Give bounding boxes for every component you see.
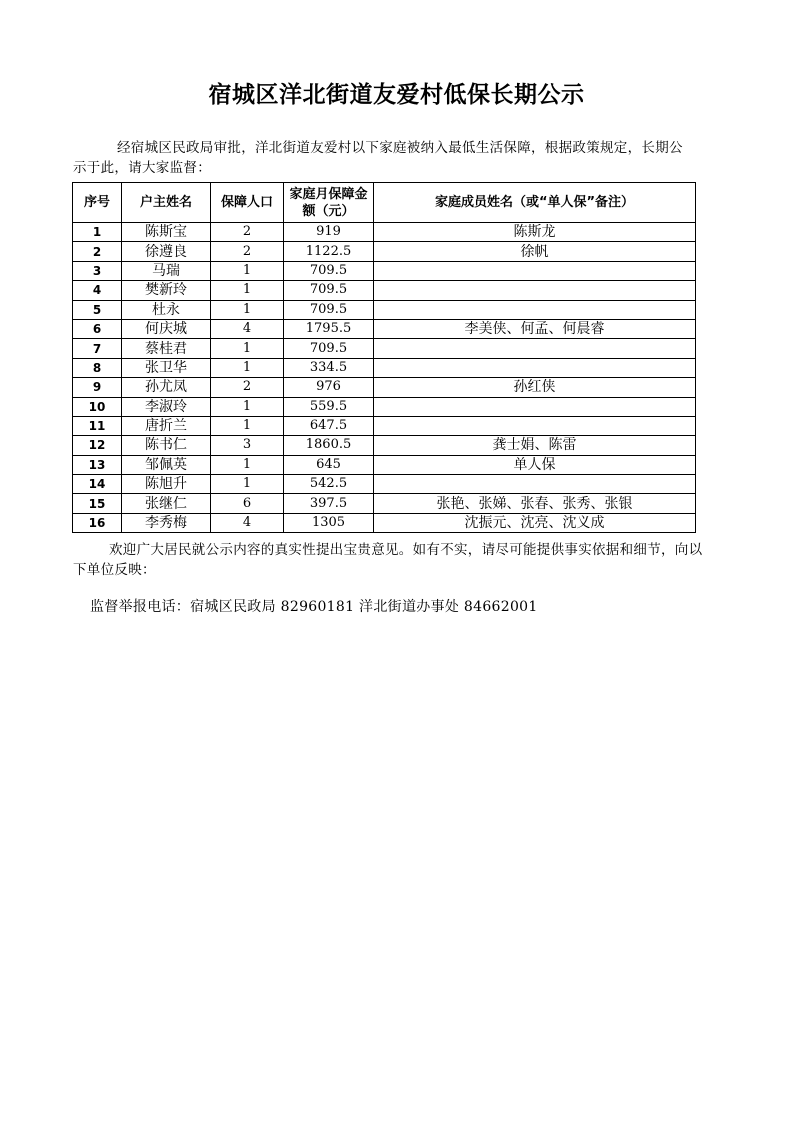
cell-index: 3 [73, 261, 122, 280]
cell-head-name: 樊新玲 [122, 281, 211, 300]
cell-head-name: 张继仁 [122, 494, 211, 513]
cell-amount: 647.5 [284, 416, 374, 435]
cell-amount: 1795.5 [284, 319, 374, 338]
cell-head-name: 唐折兰 [122, 416, 211, 435]
cell-head-name: 徐遵良 [122, 242, 211, 261]
cell-head-name: 杜永 [122, 300, 211, 319]
cell-members [374, 397, 696, 416]
table-row [73, 378, 696, 397]
cell-index: 7 [73, 339, 122, 358]
cell-people: 2 [211, 242, 284, 261]
cell-members [374, 261, 696, 280]
cell-people: 2 [211, 223, 284, 242]
cell-people: 6 [211, 494, 284, 513]
footer-note-text: 欢迎广大居民就公示内容的真实性提出宝贵意见。如有不实，请尽可能提供事实依据和细节，向以下单位反映： [73, 542, 703, 578]
cell-head-name: 何庆城 [122, 319, 211, 338]
table-row [73, 416, 696, 435]
cell-members [374, 475, 696, 494]
header-people: 保障人口 [211, 183, 284, 223]
table-row [73, 455, 696, 474]
cell-members [374, 416, 696, 435]
table-body [73, 223, 696, 533]
cell-amount: 976 [284, 378, 374, 397]
header-amount: 家庭月保障金额（元） [284, 183, 374, 223]
cell-head-name: 马瑞 [122, 261, 211, 280]
cell-head-name: 陈斯宝 [122, 223, 211, 242]
cell-head-name: 李秀梅 [122, 513, 211, 532]
table-row [73, 300, 696, 319]
cell-members: 龚士娟、陈雷 [374, 436, 696, 455]
cell-index: 1 [73, 223, 122, 242]
header-index: 序号 [73, 183, 122, 223]
cell-members: 单人保 [374, 455, 696, 474]
cell-amount: 709.5 [284, 339, 374, 358]
cell-members: 张艳、张娣、张春、张秀、张银 [374, 494, 696, 513]
cell-head-name: 邹佩英 [122, 455, 211, 474]
cell-people: 1 [211, 455, 284, 474]
cell-amount: 334.5 [284, 358, 374, 377]
table-header-row [73, 183, 696, 223]
cell-amount: 709.5 [284, 300, 374, 319]
table-row [73, 358, 696, 377]
cell-members: 李美侠、何孟、何晨睿 [374, 319, 696, 338]
cell-amount: 559.5 [284, 397, 374, 416]
table-row [73, 436, 696, 455]
intro-paragraph [73, 138, 695, 178]
table-row [73, 261, 696, 280]
cell-members [374, 300, 696, 319]
cell-amount: 397.5 [284, 494, 374, 513]
cell-index: 11 [73, 416, 122, 435]
cell-people: 1 [211, 475, 284, 494]
cell-head-name: 陈书仁 [122, 436, 211, 455]
table-row [73, 494, 696, 513]
cell-index: 6 [73, 319, 122, 338]
cell-head-name: 李淑玲 [122, 397, 211, 416]
cell-head-name: 蔡桂君 [122, 339, 211, 358]
cell-amount: 709.5 [284, 281, 374, 300]
cell-head-name: 张卫华 [122, 358, 211, 377]
cell-people: 1 [211, 281, 284, 300]
cell-index: 13 [73, 455, 122, 474]
cell-members [374, 339, 696, 358]
cell-people: 2 [211, 378, 284, 397]
cell-index: 16 [73, 513, 122, 532]
cell-people: 4 [211, 513, 284, 532]
table-row [73, 223, 696, 242]
footer-note [73, 540, 713, 580]
table-row [73, 397, 696, 416]
cell-index: 5 [73, 300, 122, 319]
cell-members: 孙红侠 [374, 378, 696, 397]
subsidy-table [72, 182, 696, 533]
header-members: 家庭成员姓名（或“单人保”备注） [374, 183, 696, 223]
contact-line: 监督举报电话：宿城区民政局 82960181 洋北街道办事处 84662001 [90, 599, 538, 615]
intro-text: 经宿城区民政局审批，洋北街道友爱村以下家庭被纳入最低生活保障，根据政策规定，长期公示于此，请大家监督： [73, 140, 683, 176]
table-row [73, 242, 696, 261]
cell-amount: 645 [284, 455, 374, 474]
cell-members: 陈斯龙 [374, 223, 696, 242]
cell-amount: 919 [284, 223, 374, 242]
cell-index: 8 [73, 358, 122, 377]
cell-people: 1 [211, 397, 284, 416]
cell-index: 12 [73, 436, 122, 455]
cell-index: 4 [73, 281, 122, 300]
table-row [73, 339, 696, 358]
cell-amount: 1122.5 [284, 242, 374, 261]
cell-members [374, 281, 696, 300]
cell-index: 14 [73, 475, 122, 494]
cell-index: 10 [73, 397, 122, 416]
document-title: 宿城区洋北街道友爱村低保长期公示 [208, 81, 585, 108]
table-row [73, 281, 696, 300]
cell-index: 15 [73, 494, 122, 513]
cell-head-name: 陈旭升 [122, 475, 211, 494]
cell-amount: 709.5 [284, 261, 374, 280]
cell-head-name: 孙尤凤 [122, 378, 211, 397]
header-head-name: 户主姓名 [122, 183, 211, 223]
cell-people: 1 [211, 358, 284, 377]
cell-people: 3 [211, 436, 284, 455]
table-row [73, 475, 696, 494]
cell-amount: 542.5 [284, 475, 374, 494]
cell-people: 4 [211, 319, 284, 338]
cell-members [374, 358, 696, 377]
table-row [73, 319, 696, 338]
cell-people: 1 [211, 339, 284, 358]
cell-amount: 1305 [284, 513, 374, 532]
cell-people: 1 [211, 300, 284, 319]
cell-members: 沈振元、沈亮、沈义成 [374, 513, 696, 532]
cell-amount: 1860.5 [284, 436, 374, 455]
cell-index: 2 [73, 242, 122, 261]
cell-people: 1 [211, 416, 284, 435]
cell-members: 徐帆 [374, 242, 696, 261]
cell-index: 9 [73, 378, 122, 397]
cell-people: 1 [211, 261, 284, 280]
table-row [73, 513, 696, 532]
